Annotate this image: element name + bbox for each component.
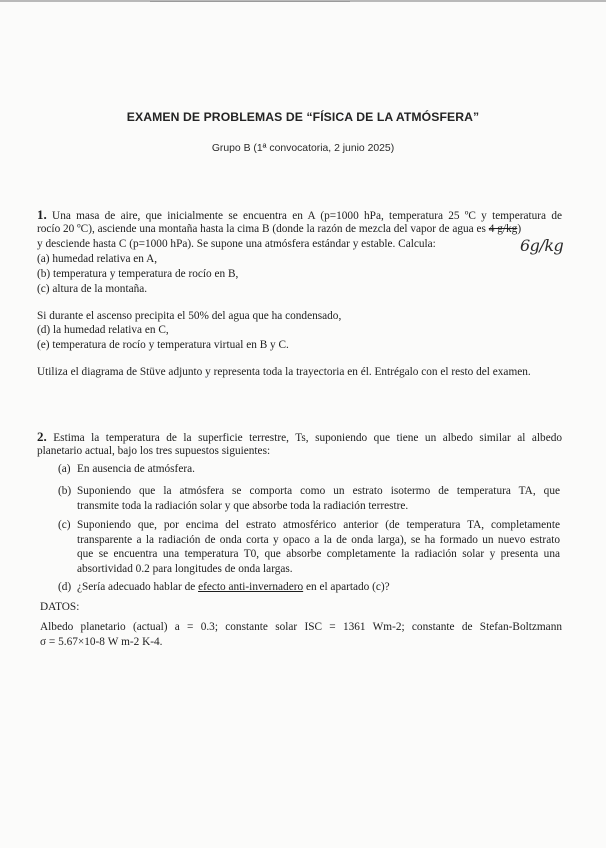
- handwritten-correction: 6g/kg: [520, 236, 564, 255]
- problem2-number: 2.: [37, 429, 47, 444]
- struck-value: 4 g/kg: [488, 223, 518, 235]
- problem2-intro-text: Estima la temperatura de la superficie terrestre, Ts, suponiendo que tiene un albedo similar al albedo: [53, 432, 563, 444]
- item-d-pre: ¿Sería adecuado hablar de: [77, 581, 199, 593]
- item-d-label: (d): [58, 581, 72, 593]
- item-c-label: (c): [58, 519, 71, 531]
- problem1-item-d: (d) la humedad relativa en C,: [37, 324, 169, 336]
- problem1-text-2: rocío 20 ºC), asciende una montaña hasta la cima B (donde la razón de mezcla del vapor de agua es: [37, 223, 486, 235]
- problem1-text-1: Una masa de aire, que inicialmente se encuentra en A (p=1000 hPa, temperatura 25 ºC y temperatura de: [52, 210, 563, 222]
- item-a-label: (a): [58, 463, 71, 475]
- item-c-line2: transparente a la radiación de onda corta y opaco a la de onda larga), se ha formado un nuevo estrato: [77, 533, 560, 546]
- problem1-condition: Si durante el ascenso precipita el 50% del agua que ha condensado,: [37, 310, 342, 322]
- problem1-item-a: (a) humedad relativa en A,: [37, 253, 158, 265]
- item-c-line4: absortividad 0.2 para longitudes de onda largas.: [77, 562, 293, 575]
- datos-label: DATOS:: [40, 601, 80, 613]
- problem1-item-b: (b) temperatura y temperatura de rocío en B,: [37, 268, 239, 280]
- exam-subtitle: Grupo B (1ª convocatoria, 2 junio 2025): [211, 143, 395, 154]
- problem1-item-e: (e) temperatura de rocío y temperatura virtual en B y C.: [37, 339, 289, 351]
- problem1-line2: [37, 222, 521, 237]
- problem1-number: 1.: [37, 207, 47, 222]
- item-d-text: [77, 580, 560, 595]
- datos-line2: σ = 5.67×10-8 W m-2 K-4.: [40, 636, 163, 648]
- exam-title: EXAMEN DE PROBLEMAS DE “FÍSICA DE LA ATMÓSFERA”: [126, 110, 480, 124]
- item-c-line1: Suponiendo que, por encima del estrato atmosférico anterior (de temperatura TA, completamente: [77, 519, 560, 531]
- item-a-text: En ausencia de atmósfera.: [77, 463, 195, 475]
- item-c-text: [77, 518, 560, 576]
- item-d-post: en el apartado (c)?: [303, 581, 390, 593]
- item-b-line2: transmite toda la radiación solar y que absorbe toda la radiación terrestre.: [77, 499, 409, 512]
- item-d-underlined: efecto anti-invernadero: [198, 581, 304, 593]
- item-c-line3: que se encuentra una temperatura T0, que absorbe completamente la radiación solar y presenta una: [77, 548, 560, 560]
- datos-line1: Albedo planetario (actual) a = 0.3; constante solar ISC = 1361 Wm-2; constante de Stefan-Boltzmann: [40, 621, 562, 633]
- problem1-text-2-end: ): [517, 223, 522, 235]
- item-b-label: (b): [58, 485, 72, 497]
- problem1-item-c: (c) altura de la montaña.: [37, 283, 148, 295]
- item-b-text: [77, 484, 560, 513]
- problem1-instruction: Utiliza el diagrama de Stüve adjunto y representa toda la trayectoria en él. Entrégalo con el resto del examen.: [37, 366, 531, 378]
- item-b-line1: Suponiendo que la atmósfera se comporta como un estrato isotermo de temperatura TA, que: [77, 485, 560, 497]
- problem2-intro-line2: planetario actual, bajo los tres supuestos siguientes:: [37, 445, 271, 457]
- problem1-line3: y desciende hasta C (p=1000 hPa). Se supone una atmósfera estándar y estable. Calcula:: [37, 238, 436, 250]
- scan-artifact: [150, 1, 350, 2]
